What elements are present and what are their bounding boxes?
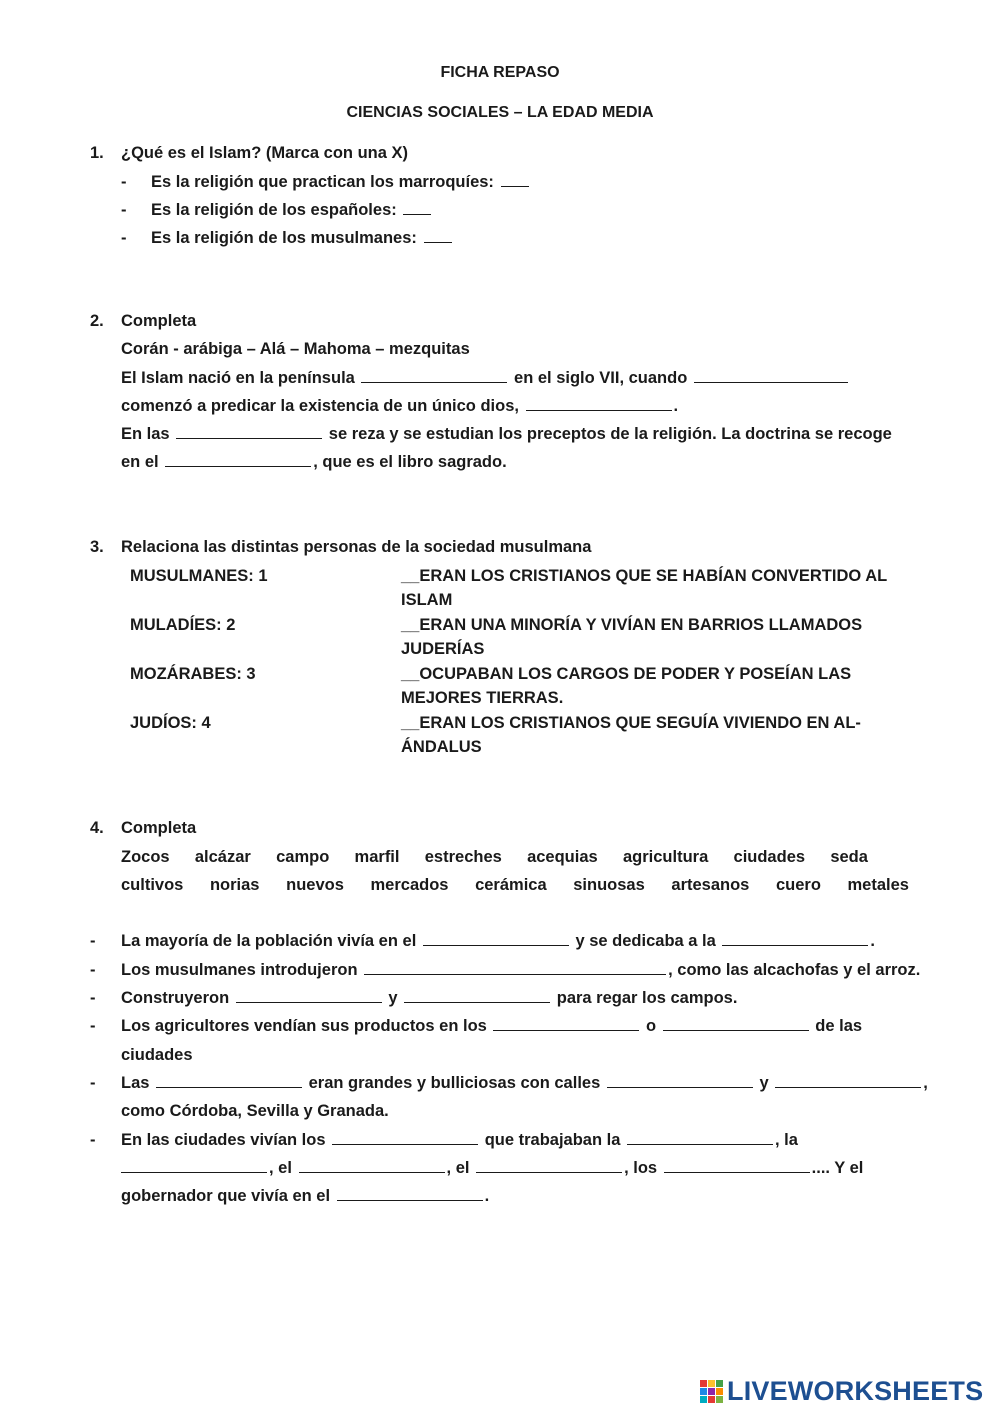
answer-blank[interactable] [607, 1073, 753, 1088]
answer-blank[interactable] [332, 1130, 478, 1145]
word-bank-item: norias [209, 876, 260, 894]
q4-text: ciudades [121, 1046, 193, 1064]
q3-right-line: JUDERÍAS [401, 640, 485, 658]
q4-text: , la [775, 1131, 798, 1149]
q4-sentence [121, 1157, 863, 1179]
q1-option [151, 227, 454, 249]
q2-text: se reza y se estudian los preceptos de la religión. La doctrina se recoge [328, 425, 892, 443]
answer-blank[interactable] [337, 1186, 483, 1201]
q4-text: y [388, 989, 398, 1007]
answer-blank[interactable] [493, 1016, 639, 1031]
q4-text: , el [269, 1159, 292, 1177]
q3-right-line: ISLAM [401, 591, 453, 609]
q4-word-bank-row [121, 846, 868, 868]
q2-word-bank: Corán - arábiga – Alá – Mahoma – mezquitas [121, 340, 470, 358]
q3-number: 3. [90, 538, 104, 556]
q4-text: para regar los campos. [556, 989, 738, 1007]
q3-left-item: MULADÍES: 2 [130, 616, 236, 634]
word-bank-item: estreches [424, 848, 502, 866]
q2-text: en el [121, 453, 159, 471]
word-bank-item: marfil [354, 848, 400, 866]
q4-text: y se dedicaba a la [575, 932, 716, 950]
q4-word-bank-row [121, 874, 909, 896]
page-title: FICHA REPASO [440, 64, 560, 81]
word-bank-item: agricultura [622, 848, 709, 866]
q4-text: como Córdoba, Sevilla y Granada. [121, 1102, 389, 1120]
word-bank-item: Zocos [121, 848, 170, 866]
q2-line [121, 451, 507, 473]
answer-blank[interactable] [299, 1158, 445, 1173]
q4-text: . [484, 1187, 490, 1205]
q3-right-line: __ERAN UNA MINORÍA Y VIVÍAN EN BARRIOS LLAMADOS [401, 616, 863, 634]
answer-blank[interactable] [403, 200, 431, 215]
q4-text: Los agricultores vendían sus productos en los [121, 1017, 487, 1035]
q1-option-text: Es la religión de los españoles: [151, 201, 397, 219]
word-bank-item: mercados [370, 876, 449, 894]
q4-text: , el [446, 1159, 470, 1177]
answer-blank[interactable] [476, 1158, 622, 1173]
q1-option-text: Es la religión de los musulmanes: [151, 229, 417, 247]
q4-text: eran grandes y bulliciosas con calles [308, 1074, 601, 1092]
q2-title: Completa [121, 312, 197, 330]
q2-text: , que es el libro sagrado. [313, 453, 507, 471]
q4-dash: - [90, 1017, 96, 1035]
q4-text: Los musulmanes introdujeron [121, 961, 358, 979]
word-bank-item: ciudades [733, 848, 806, 866]
q2-number: 2. [90, 312, 104, 330]
q4-sentence [121, 930, 875, 952]
q2-line [121, 367, 850, 389]
q2-text: En las [121, 425, 170, 443]
q4-text: , como las alcachofas y el arroz. [668, 961, 921, 979]
answer-blank[interactable] [694, 368, 848, 383]
q4-dash: - [90, 1131, 96, 1149]
q1-number: 1. [90, 144, 104, 162]
q4-sentence [121, 987, 737, 1009]
logo-text: LIVEWORKSHEETS [727, 1376, 984, 1406]
q2-line [121, 423, 892, 445]
q4-sentence [121, 1072, 928, 1094]
q4-text: .... Y el [811, 1159, 864, 1177]
q4-text: gobernador que vivía en el [121, 1187, 331, 1205]
q4-dash: - [90, 989, 96, 1007]
q3-right-line: MEJORES TIERRAS. [401, 689, 564, 707]
q3-right-item[interactable] [401, 614, 862, 660]
q3-right-line: __ERAN LOS CRISTIANOS QUE SEGUÍA VIVIENDO EN AL- [401, 714, 861, 732]
q4-text: o [646, 1017, 657, 1035]
q2-text: El Islam nació en la península [121, 369, 355, 387]
answer-blank[interactable] [526, 396, 672, 411]
answer-blank[interactable] [364, 960, 666, 975]
answer-blank[interactable] [663, 1016, 809, 1031]
q4-text: de las [815, 1017, 863, 1035]
q4-sentence [121, 959, 920, 981]
answer-blank[interactable] [722, 931, 868, 946]
word-bank-item: artesanos [671, 876, 750, 894]
q3-left-item: MUSULMANES: 1 [130, 567, 268, 585]
liveworksheets-logo[interactable] [700, 1376, 983, 1406]
word-bank-item: campo [276, 848, 330, 866]
q2-text: en el siglo VII, cuando [514, 369, 688, 387]
q3-right-line: ÁNDALUS [401, 738, 482, 756]
q1-option [151, 199, 433, 221]
word-bank-item: cuero [775, 876, 821, 894]
answer-blank[interactable] [121, 1158, 267, 1173]
q4-text: que trabajaban la [484, 1131, 621, 1149]
q4-dash: - [90, 961, 96, 979]
answer-blank[interactable] [236, 988, 382, 1003]
q4-text: , [923, 1074, 928, 1092]
logo-grid-icon [700, 1380, 723, 1403]
q4-dash: - [90, 932, 96, 950]
answer-blank[interactable] [424, 228, 452, 243]
word-bank-item: acequias [527, 848, 598, 866]
q3-left-item: JUDÍOS: 4 [130, 714, 211, 732]
q1-option-text: Es la religión que practican los marroquíes: [151, 173, 494, 191]
q1-dash: - [121, 201, 127, 219]
q3-right-line: __OCUPABAN LOS CARGOS DE PODER Y POSEÍAN LAS [401, 665, 852, 683]
answer-blank[interactable] [501, 172, 529, 187]
q2-line [121, 395, 678, 417]
q1-option [151, 171, 531, 193]
answer-blank[interactable] [775, 1073, 921, 1088]
q3-right-line: __ERAN LOS CRISTIANOS QUE SE HABÍAN CONVERTIDO AL [401, 567, 888, 585]
q1-dash: - [121, 173, 127, 191]
answer-blank[interactable] [404, 988, 550, 1003]
answer-blank[interactable] [156, 1073, 302, 1088]
q4-dash: - [90, 1074, 96, 1092]
q3-right-item[interactable] [401, 663, 851, 709]
answer-blank[interactable] [627, 1130, 773, 1145]
q4-number: 4. [90, 819, 104, 837]
word-bank-item: cerámica [475, 876, 547, 894]
page-subtitle: CIENCIAS SOCIALES – LA EDAD MEDIA [346, 104, 654, 121]
q4-text: Construyeron [121, 989, 230, 1007]
q3-right-item[interactable] [401, 565, 887, 611]
q4-title: Completa [121, 819, 197, 837]
q4-text: y [759, 1074, 769, 1092]
q4-text: , los [624, 1159, 658, 1177]
q4-text: . [870, 932, 875, 950]
q3-left-item: MOZÁRABES: 3 [130, 665, 256, 683]
answer-blank[interactable] [361, 368, 507, 383]
word-bank-item: seda [830, 848, 868, 866]
answer-blank[interactable] [664, 1158, 810, 1173]
answer-blank[interactable] [165, 452, 311, 467]
word-bank-item: sinuosas [573, 876, 645, 894]
q4-text: La mayoría de la población vivía en el [121, 932, 417, 950]
answer-blank[interactable] [176, 424, 322, 439]
q2-text: comenzó a predicar la existencia de un único dios, [121, 397, 519, 415]
word-bank-item: alcázar [194, 848, 251, 866]
q1-dash: - [121, 229, 127, 247]
q3-right-item[interactable] [401, 712, 861, 758]
q4-sentence [121, 1015, 862, 1037]
q1-question: ¿Qué es el Islam? (Marca con una X) [121, 144, 409, 162]
word-bank-item: metales [847, 876, 909, 894]
q4-text: Las [121, 1074, 150, 1092]
answer-blank[interactable] [423, 931, 569, 946]
word-bank-item: nuevos [286, 876, 344, 894]
q3-title: Relaciona las distintas personas de la sociedad musulmana [121, 538, 592, 556]
q4-text: En las ciudades vivían los [121, 1131, 326, 1149]
q4-sentence [121, 1129, 798, 1151]
q2-text: . [673, 397, 679, 415]
word-bank-item: cultivos [121, 876, 184, 894]
q4-sentence [121, 1185, 489, 1207]
